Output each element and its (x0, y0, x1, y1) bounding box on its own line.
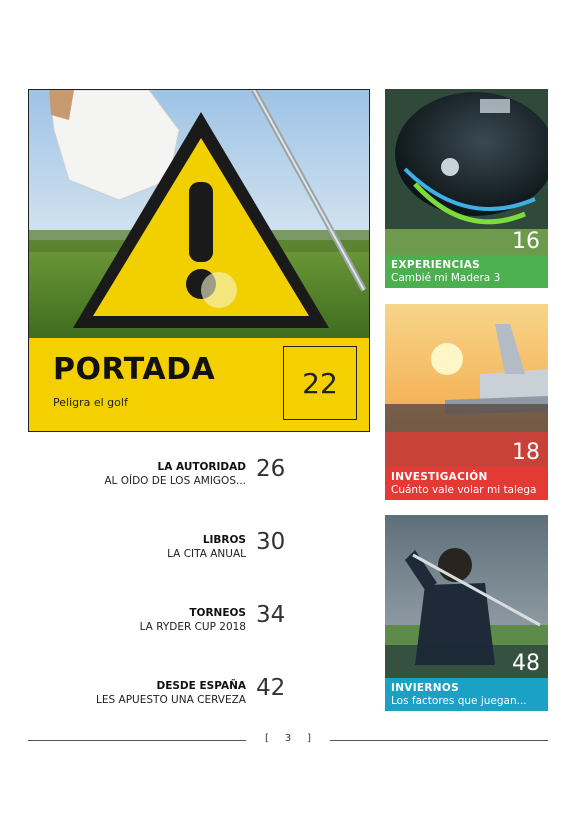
toc-entry-page: 26 (256, 456, 286, 482)
toc-entry-la-autoridad[interactable] (104, 461, 246, 487)
toc-entry-title: LIBROS (202, 534, 246, 546)
toc-entry-torneos[interactable] (140, 607, 246, 633)
card-experiencias[interactable] (385, 89, 548, 288)
toc-entry-page: 34 (256, 602, 286, 628)
cover-feature[interactable] (28, 89, 370, 432)
card-inviernos[interactable] (385, 515, 548, 711)
card-subtitle: Cuánto vale volar mi talega (391, 484, 537, 496)
cover-title: PORTADA (53, 352, 216, 387)
card-band (385, 255, 548, 288)
toc-entry-libros[interactable] (167, 534, 246, 560)
cover-page-number: 22 (283, 346, 357, 420)
card-page-number: 18 (512, 440, 540, 465)
toc-entry-page: 30 (256, 529, 286, 555)
footer-page-number: [ 3 ] (265, 733, 311, 744)
toc-entry-subtitle: AL OÍDO DE LOS AMIGOS... (104, 475, 246, 487)
footer-rule-left (28, 740, 246, 741)
toc-entry-subtitle: LA CITA ANUAL (167, 548, 246, 560)
card-band (385, 467, 548, 500)
toc-entry-title: LA AUTORIDAD (157, 461, 246, 473)
toc-entry-title: DESDE ESPAÑA (156, 680, 246, 692)
toc-entry-title: TORNEOS (189, 607, 246, 619)
toc-entry-desde-espana[interactable] (96, 680, 246, 706)
toc-entry-subtitle: LES APUESTO UNA CERVEZA (96, 694, 246, 706)
footer-rule-right (330, 740, 548, 741)
card-investigacion[interactable] (385, 304, 548, 500)
card-subtitle: Los factores que juegan... (391, 695, 527, 707)
cover-subtitle: Peligra el golf (53, 396, 128, 409)
card-page-number: 16 (512, 229, 540, 254)
cover-photo-warning-golf (29, 90, 369, 338)
card-title: EXPERIENCIAS (391, 259, 480, 271)
card-band (385, 678, 548, 711)
card-page-number: 48 (512, 651, 540, 676)
cover-band (29, 338, 369, 432)
card-title: INVESTIGACIÓN (391, 471, 488, 483)
toc-entry-page: 42 (256, 675, 286, 701)
card-title: INVIERNOS (391, 682, 459, 694)
card-subtitle: Cambié mi Madera 3 (391, 272, 501, 284)
toc-entry-subtitle: LA RYDER CUP 2018 (139, 621, 246, 633)
